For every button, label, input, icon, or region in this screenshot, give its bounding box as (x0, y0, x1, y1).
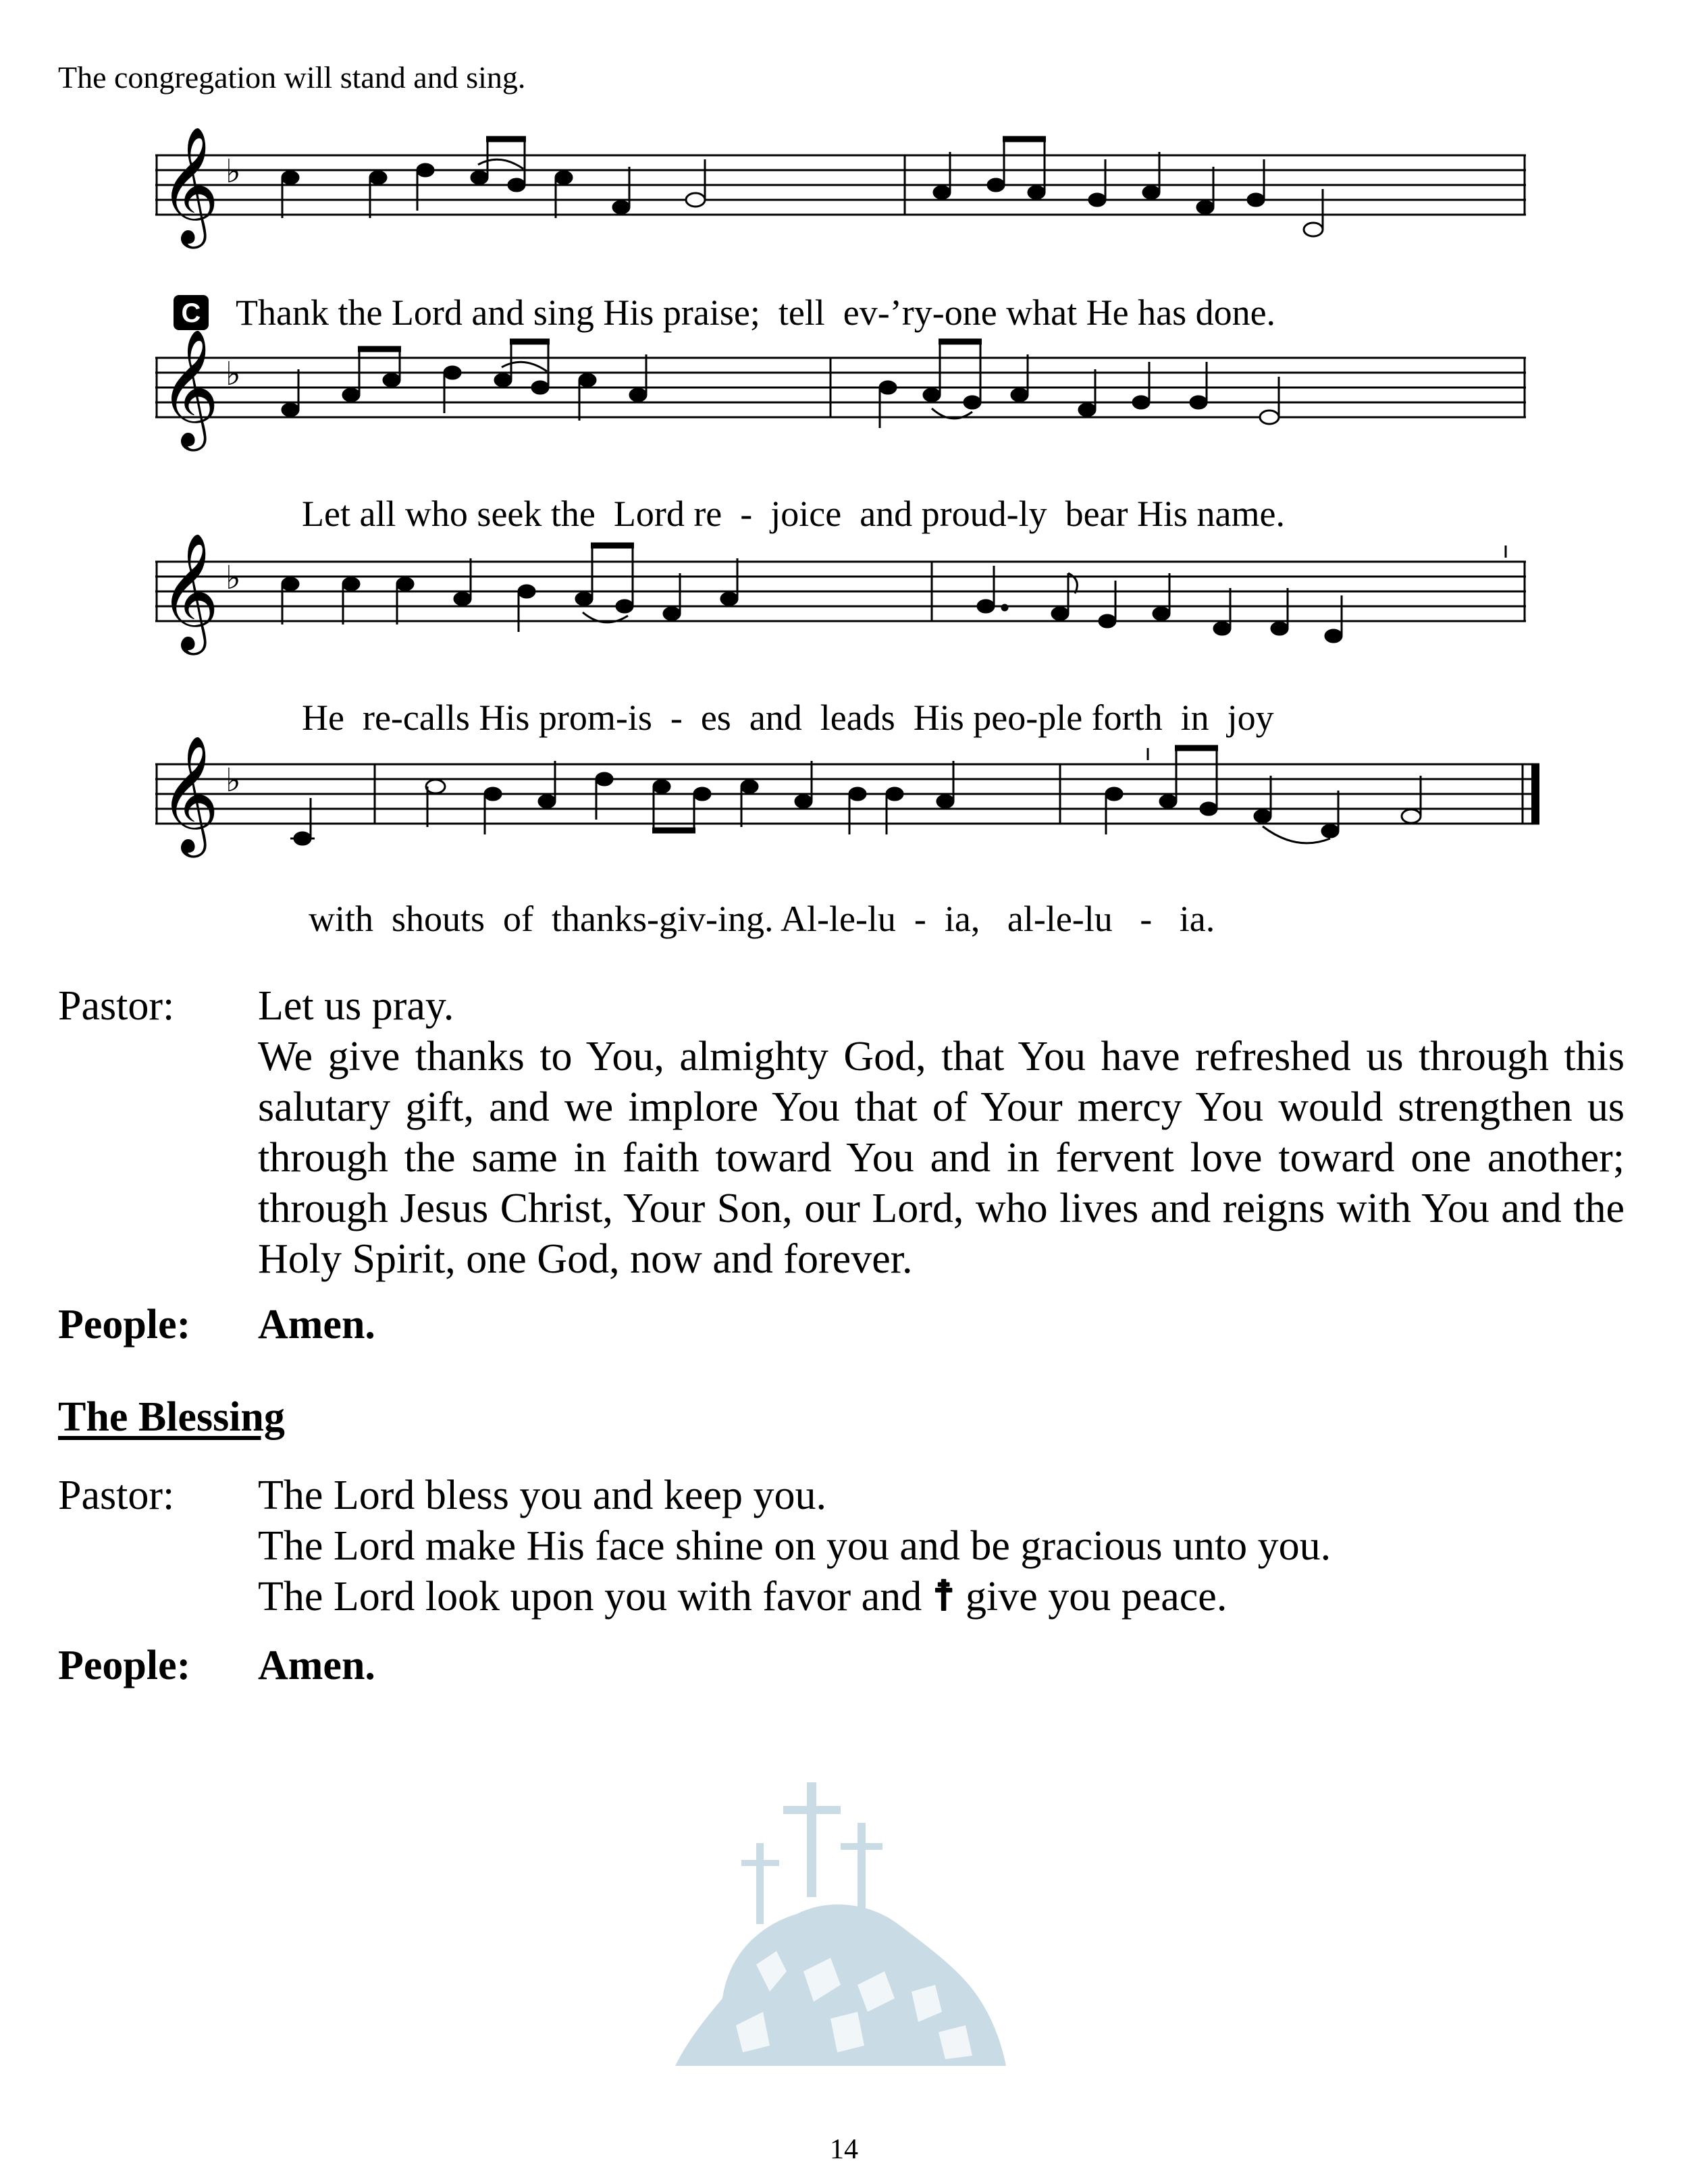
pastor-blessing (58, 1470, 1625, 1632)
svg-text:♭: ♭ (226, 762, 241, 799)
amen-response-blessing: Amen. (258, 1643, 375, 1688)
section-heading-blessing: The Blessing (58, 1394, 285, 1440)
sign-of-cross-icon: ☨ (932, 1574, 955, 1620)
blessing-line-2: The Lord make His face shine on you and be gracious unto you. (258, 1523, 1331, 1569)
people-response-1 (58, 1300, 1625, 1354)
people-response-2 (58, 1641, 1625, 1695)
svg-text:♭: ♭ (226, 355, 241, 393)
pastor-label-blessing: Pastor: (58, 1472, 175, 1518)
svg-text:♭: ♭ (226, 559, 241, 597)
page-number: 14 (830, 2134, 858, 2165)
svg-text:♭: ♭ (226, 153, 241, 190)
svg-text:𝄞: 𝄞 (159, 329, 219, 446)
congregation-badge: C (174, 295, 209, 330)
pastor-prayer (58, 981, 1625, 1291)
people-label: People: (58, 1302, 191, 1348)
lyric-text-3: He re-calls His prom-is - es and leads His peo-ple forth in joy (302, 697, 1274, 738)
intro-instruction: The congregation will stand and sing. (58, 60, 526, 95)
prayer-text: We give thanks to You, almighty God, that You have refreshed us through this salutary gift, and we implore You that of Your mercy You would strengthen us through the same in faith toward You and in fervent love toward one another; through Jesus Christ, Your Son, our Lord, who lives and reigns with You and the Holy Spirit, one God, now and forever. (258, 1034, 1625, 1282)
prayer-invitation: Let us pray. (258, 983, 454, 1029)
lyric-text-4: with shouts of thanks-giv-ing. Al-le-lu - ia, al-le-lu - ia. (309, 899, 1215, 939)
people-label-blessing: People: (58, 1643, 191, 1688)
svg-text:𝄞: 𝄞 (159, 126, 219, 244)
pastor-label: Pastor: (58, 983, 175, 1029)
lyric-text-1: Thank the Lord and sing His praise; tell ev-’ry-one what He has done. (236, 292, 1276, 333)
blessing-line-1: The Lord bless you and keep you. (258, 1472, 826, 1518)
lyric-text-2: Let all who seek the Lord re - joice and proud-ly bear His name. (302, 494, 1285, 534)
svg-text:𝄞: 𝄞 (159, 735, 219, 853)
hymn-lyric-line-4 (155, 856, 1526, 940)
blessing-line-3: The Lord look upon you with favor and ☨ give you peace. (258, 1574, 1228, 1620)
svg-text:𝄞: 𝄞 (159, 533, 219, 650)
amen-response: Amen. (258, 1302, 375, 1348)
three-crosses-emblem-icon (668, 1769, 1020, 2086)
